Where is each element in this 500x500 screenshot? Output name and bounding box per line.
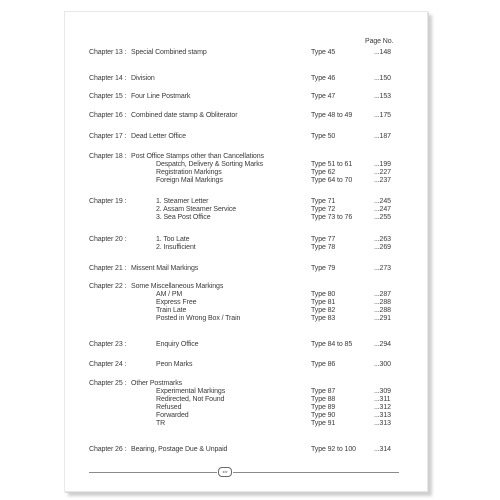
sub-entry-label: Enquiry Office [156,341,199,348]
page-ref: ...309 [374,388,391,395]
chapter-title: Dead Letter Office [131,133,186,140]
type-ref: Type 62 [311,169,336,176]
chapter-label: Chapter 16 : [89,112,127,119]
chapter-label: Chapter 23 : [89,341,127,348]
type-ref: Type 72 [311,206,336,213]
page-number-mark [217,466,233,478]
sub-entry-label: Refused [156,404,182,411]
chapter-title: Division [131,75,155,82]
chapter-title: Some Miscellaneous Markings [131,283,224,290]
page-ref: ...255 [374,214,391,221]
page-ref: ...237 [374,177,391,184]
page-ref: ...187 [374,133,391,140]
type-ref: Type 86 [311,361,336,368]
page-ref: ...227 [374,169,391,176]
chapter-label: Chapter 18 : [89,153,127,160]
type-ref: Type 88 [311,396,336,403]
page-ref: ...175 [374,112,391,119]
type-ref: Type 50 [311,133,336,140]
page-ref: ...288 [374,307,391,314]
sub-entry-label: 2. Assam Steamer Service [156,206,237,213]
type-ref: Type 90 [311,412,336,419]
type-ref: Type 46 [311,75,336,82]
chapter-title: Bearing, Postage Due & Unpaid [131,446,228,453]
sub-entry-label: 1. Too Late [156,236,190,243]
chapter-title: Combined date stamp & Obliterator [131,112,238,119]
type-ref: Type 77 [311,236,336,243]
page-ref: ...269 [374,244,391,251]
chapter-title: Missent Mail Markings [131,265,199,272]
chapter-label: Chapter 26 : [89,446,127,453]
type-ref: Type 81 [311,299,336,306]
page-ref: ...287 [374,291,391,298]
page-ref: ...294 [374,341,391,348]
chapter-title: Post Office Stamps other than Cancellations [131,153,264,160]
type-ref: Type 84 to 85 [311,341,353,348]
page-ref: ...312 [374,404,391,411]
document-page [64,11,428,492]
sub-entry-label: Express Free [156,299,197,306]
page-ref: ...153 [374,93,391,100]
page-ref: ...314 [374,446,391,453]
page-ref: ...288 [374,299,391,306]
sub-entry-label: AM / PM [156,291,183,298]
chapter-label: Chapter 15 : [89,93,127,100]
type-ref: Type 83 [311,315,336,322]
type-ref: Type 82 [311,307,336,314]
page-ref: ...148 [374,49,391,56]
sub-entry-label: Peon Marks [156,361,193,368]
page-ref: ...273 [374,265,391,272]
type-ref: Type 91 [311,420,336,427]
chapter-title: Four Line Postmark [131,93,191,100]
footer-rule [89,472,399,473]
page-ref: ...311 [374,396,391,403]
page-no-header: Page No. [365,38,394,45]
page-ref: ...313 [374,412,391,419]
sub-entry-label: Despatch, Delivery & Sorting Marks [156,161,264,168]
chapter-label: Chapter 14 : [89,75,127,82]
type-ref: Type 80 [311,291,336,298]
type-ref: Type 64 to 70 [311,177,353,184]
type-ref: Type 92 to 100 [311,446,356,453]
sub-entry-label: Foreign Mail Markings [156,177,223,184]
sub-entry-label: Train Late [156,307,187,314]
sub-entry-label: Experimental Markings [156,388,226,395]
chapter-label: Chapter 21 : [89,265,127,272]
sub-entry-label: 2. Insufficient [156,244,196,251]
type-ref: Type 45 [311,49,336,56]
sub-entry-label: 1. Steamer Letter [156,198,209,205]
sub-entry-label: Redirected, Not Found [156,396,225,403]
chapter-label: Chapter 13 : [89,49,127,56]
chapter-title: Other Postmarks [131,380,183,387]
type-ref: Type 71 [311,198,336,205]
type-ref: Type 87 [311,388,336,395]
type-ref: Type 47 [311,93,336,100]
chapter-label: Chapter 25 : [89,380,127,387]
page-ref: ...247 [374,206,391,213]
type-ref: Type 78 [311,244,336,251]
chapter-label: Chapter 17 : [89,133,127,140]
chapter-label: Chapter 24 : [89,361,127,368]
sub-entry-label: TR [156,420,166,427]
sub-entry-label: Forwarded [156,412,189,419]
type-ref: Type 73 to 76 [311,214,353,221]
sub-entry-label: Posted in Wrong Box / Train [156,315,241,322]
page-ref: ...263 [374,236,391,243]
chapter-label: Chapter 22 : [89,283,127,290]
sub-entry-label: Registration Markings [156,169,222,176]
chapter-label: Chapter 20 : [89,236,127,243]
page-ref: ...300 [374,361,391,368]
chapter-title: Special Combined stamp [131,49,207,56]
page-ref: ...199 [374,161,391,168]
chapter-label: Chapter 19 : [89,198,127,205]
page-ref: ...291 [374,315,391,322]
type-ref: Type 89 [311,404,336,411]
page-ref: ...313 [374,420,391,427]
page-ref: ...245 [374,198,391,205]
page-number-badge: xiv [218,467,232,477]
sub-entry-label: 3. Sea Post Office [156,214,211,221]
type-ref: Type 48 to 49 [311,112,353,119]
page-ref: ...150 [374,75,391,82]
type-ref: Type 79 [311,265,336,272]
type-ref: Type 51 to 61 [311,161,353,168]
